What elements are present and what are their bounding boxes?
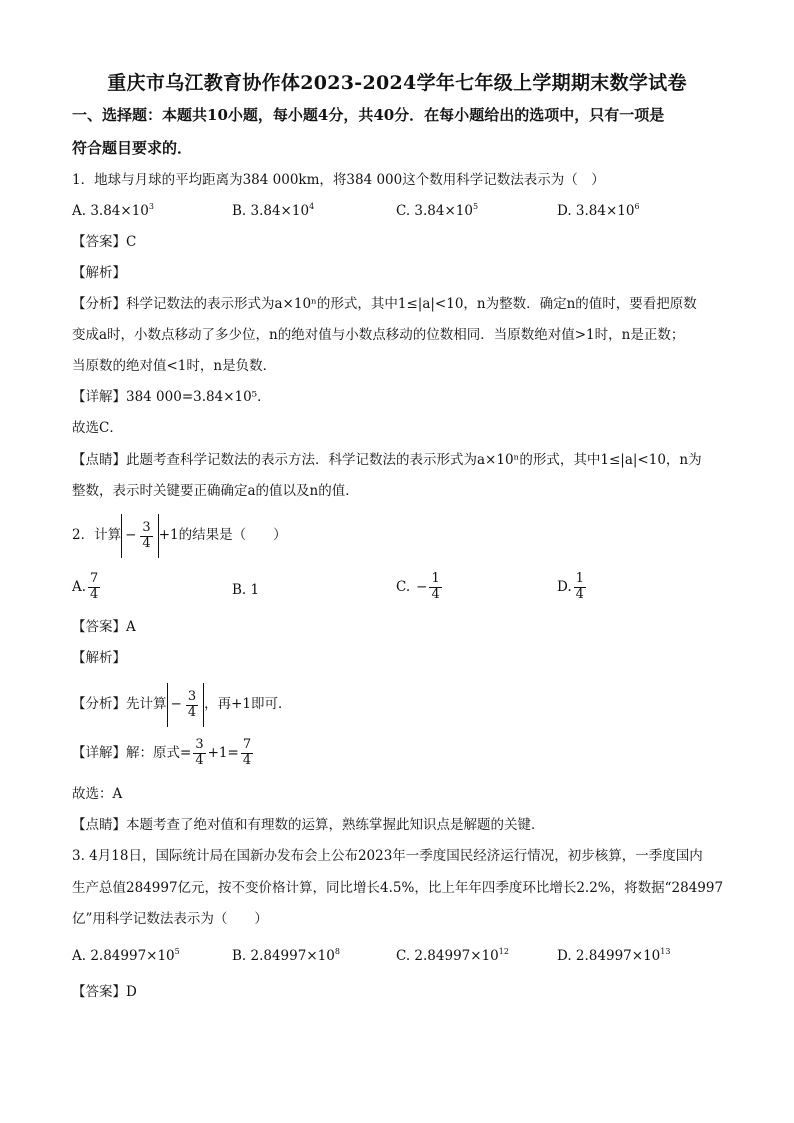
q2-xiangjie-frac2 <box>241 738 253 769</box>
q2-option-c-sign: − <box>416 579 428 596</box>
q1-dianjing-line2: 整数，表示时关键要正确确定a的值以及n的值． <box>72 483 359 499</box>
q2-fenxi-minus: − <box>170 696 182 713</box>
q3-stem-line3: 亿”用科学记数法表示为（ ） <box>72 911 268 927</box>
q2-option-d <box>557 572 588 603</box>
q2-option-c-num: 1 <box>431 571 440 586</box>
q1-jiexi: 【解析】 <box>72 265 126 281</box>
q2-option-a-den: 4 <box>90 586 99 602</box>
q2-xiangjie-prefix: 【详解】解：原式= <box>72 744 192 761</box>
page-title: 重庆市乌江教育协作体2023-2024学年七年级上学期期末数学试卷 <box>107 72 687 94</box>
q2-stem-prefix: 2．计算 <box>72 527 122 544</box>
q2-xiangjie-den1: 4 <box>195 752 204 768</box>
q2-option-c <box>396 572 444 603</box>
q2-option-a-num: 7 <box>90 571 99 586</box>
q1-xiangjie: 【详解】384 000=3.84×10⁵． <box>72 389 271 405</box>
q2-xiangjie-num1: 3 <box>195 737 204 752</box>
q1-option-b: B. $3.84\times 10^4$ <box>232 202 315 219</box>
q1-fenxi-line2: 变成a时，小数点移动了多少位，n的绝对值与小数点移动的位数相同．当原数绝对值>1时，n是正数； <box>72 327 685 343</box>
q2-option-c-den: 4 <box>431 586 440 602</box>
q2-xiangjie-mid: +1= <box>207 744 239 761</box>
q1-option-c: C. $3.84\times 10^5$ <box>396 202 479 219</box>
q3-option-b: B. $2.84997\times 10^8$ <box>232 947 340 964</box>
q1-guxuan: 故选C． <box>72 420 123 436</box>
q2-fenxi-fraction <box>186 690 198 721</box>
q2-stem <box>72 514 287 558</box>
q3-option-a: A. $2.84997\times 10^5$ <box>72 947 180 964</box>
q2-xiangjie <box>72 738 255 769</box>
q2-stem-suffix: +1的结果是（ ） <box>158 527 287 544</box>
q2-option-a-fraction <box>88 572 100 603</box>
q2-fraction <box>140 521 152 552</box>
q3-option-d: D. $2.84997\times 10^{13}$ <box>557 947 671 964</box>
q2-guxuan: 故选：A <box>72 786 123 802</box>
q2-option-c-label: C. <box>396 579 411 596</box>
q2-fenxi-num: 3 <box>187 688 197 704</box>
q3-answer: 【答案】D <box>72 984 137 1000</box>
q1-option-d: D. $3.84\times 10^6$ <box>557 202 640 219</box>
q2-fraction-numerator: 3 <box>142 519 151 535</box>
q2-fenxi-prefix: 【分析】先计算 <box>72 696 167 713</box>
q2-xiangjie-frac1 <box>193 738 205 769</box>
q2-answer: 【答案】A <box>72 619 136 635</box>
q1-dianjing-line1: 【点睛】此题考查科学记数法的表示方法．科学记数法的表示形式为a×10ⁿ的形式，其中1≤|a|<10，n为 <box>72 452 702 468</box>
q3-stem-line1: 3. 4月18日，国际统计局在国新办发布会上公布2023年一季度国民经济运行情况，初步核算，一季度国内 <box>72 848 703 864</box>
q2-fraction-denominator: 4 <box>142 535 151 551</box>
q2-dianjing: 【点睛】本题考查了绝对值和有理数的运算，熟练掌握此知识点是解题的关键． <box>72 817 545 833</box>
q1-answer: 【答案】C <box>72 234 137 250</box>
q2-option-d-label: D. <box>557 579 572 596</box>
q2-minus-sign: − <box>125 527 137 544</box>
q2-option-d-den: 4 <box>575 586 584 602</box>
section-heading-line2: 符合题目要求的． <box>72 139 193 157</box>
section-heading-line1: 一、选择题：本题共10小题，每小题4分，共40分．在每小题给出的选项中，只有一项是 <box>72 106 665 124</box>
q1-stem: 1．地球与月球的平均距离为384 000km，将384 000这个数用科学记数法表示为（ ） <box>72 172 605 188</box>
q2-option-c-fraction <box>429 572 441 603</box>
q2-option-a <box>72 572 102 603</box>
q2-option-b: B. 1 <box>232 582 260 598</box>
q1-fenxi-line3: 当原数的绝对值<1时，n是负数． <box>72 358 277 374</box>
q2-fenxi-den: 4 <box>187 704 197 720</box>
q2-fenxi-abs <box>167 683 205 727</box>
q1-fenxi-line1: 【分析】科学记数法的表示形式为a×10ⁿ的形式，其中1≤|a|<10，n为整数．确定n的值时，要看把原数 <box>72 296 697 312</box>
q2-option-d-num: 1 <box>575 571 584 586</box>
q2-xiangjie-num2: 7 <box>242 737 252 752</box>
q2-abs-expression <box>121 514 159 558</box>
q3-option-c: C. $2.84997\times 10^{12}$ <box>396 947 509 964</box>
q2-option-a-label: A. <box>72 579 87 596</box>
q2-option-d-fraction <box>574 572 586 603</box>
q3-stem-line2: 生产总值284997亿元，按不变价格计算，同比增长4.5%，比上年年四季度环比增长2.2%，将数据“284997 <box>72 880 724 896</box>
q2-jiexi: 【解析】 <box>72 650 126 666</box>
q2-fenxi-suffix: ，再+1即可． <box>204 696 292 713</box>
q2-fenxi <box>72 683 292 727</box>
q2-xiangjie-den2: 4 <box>242 752 252 768</box>
q1-option-a: A. $3.84\times 10^3$ <box>72 202 154 219</box>
